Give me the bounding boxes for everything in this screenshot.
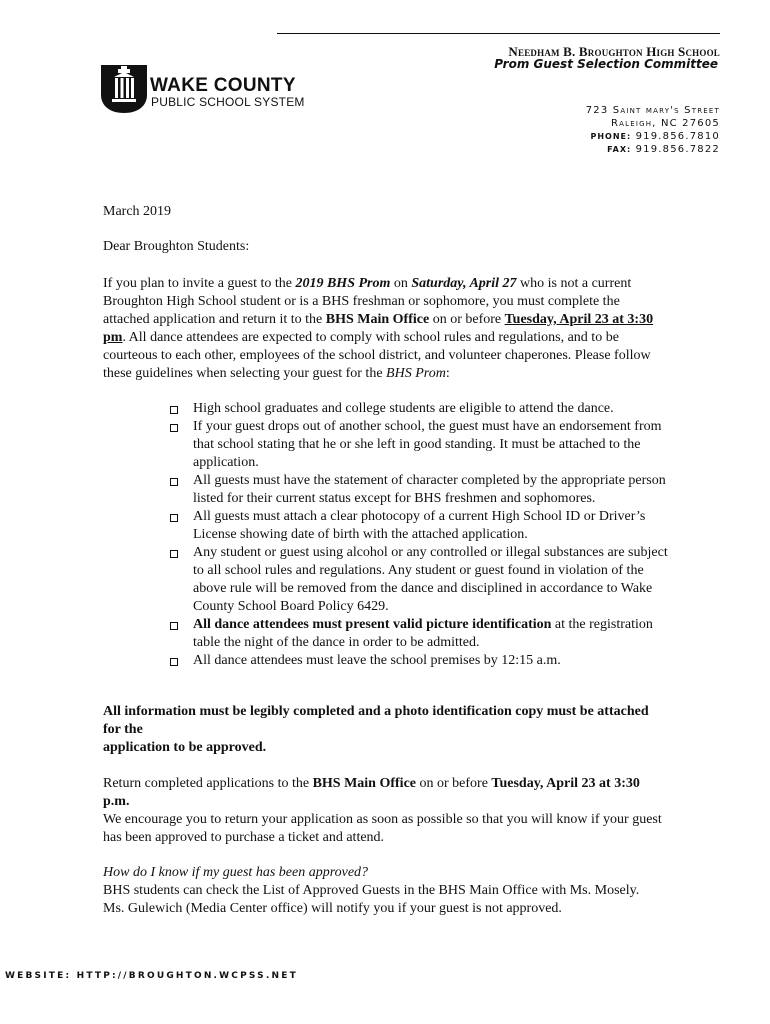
school-name: Needham B. Broughton High School (508, 44, 720, 59)
school-address (586, 104, 720, 156)
footer-website: WEBSITE: HTTP://BROUGHTON.WCPSS.NET (5, 971, 298, 981)
return-instructions: Return completed applications to the BHS Main Office on or before Tuesday, April 23 at 3:30 p.m. We encourage you to return your application as soon as possible so that you will know if your guest has been approved to purchase a ticket and attend. (103, 776, 662, 845)
fax-line (586, 143, 720, 156)
address-street: 723 Saint mary's Street (585, 105, 720, 116)
checkbox-bullet-icon (170, 424, 178, 432)
checkbox-bullet-icon (170, 406, 178, 414)
phone-line (586, 130, 720, 143)
faq-answer-1: BHS students can check the List of Approved Guests in the BHS Main Office with Ms. Mosely. (103, 883, 640, 898)
deadline: Tuesday, April 23 at 3:30 pm (103, 312, 654, 345)
guideline-list (168, 400, 668, 670)
prom-name: 2019 BHS Prom (295, 276, 391, 291)
faq-question: How do I know if my guest has been approved? (103, 865, 369, 880)
checkbox-bullet-icon (170, 478, 178, 486)
intro-paragraph: If you plan to invite a guest to the 2019 BHS Prom on Saturday, April 27 who is not a current Broughton High School student or is a BHS freshman or sophomore, you must complete the attached application and return it to the BHS Main Office on or before Tuesday, April 23 at 3:30 pm. All dance attendees are expected to comply with school rules and regulations, and to be courteous to each other, employees of the school district, and volunteer chaperones. Please follow these guidelines when selecting your guest for the BHS Prom: (103, 276, 654, 381)
header-rule (277, 33, 720, 34)
checkbox-bullet-icon (170, 658, 178, 666)
phone-number: 919.856.7810 (635, 131, 720, 142)
checkbox-bullet-icon (170, 622, 178, 630)
guideline-item: All dance attendees must leave the school premises by 12:15 a.m. (168, 652, 668, 670)
letter-date: March 2019 (103, 204, 172, 219)
guideline-item: All guests must attach a clear photocopy of a current High School ID or Driver’s License showing date of birth with the attached application. (168, 508, 668, 544)
district-logo (101, 65, 341, 115)
fax-label: FAX: (607, 145, 632, 154)
prom-short: BHS Prom (386, 366, 446, 381)
faq-answer-2: Ms. Gulewich (Media Center office) will notify you if your guest is not approved. (103, 901, 562, 916)
address-city: Raleigh, NC 27605 (610, 118, 720, 129)
approval-faq (103, 864, 663, 918)
committee-name: Prom Guest Selection Committee (494, 57, 718, 71)
salutation: Dear Broughton Students: (103, 239, 250, 254)
main-office: BHS Main Office (325, 312, 430, 327)
guideline-item: All dance attendees must present valid picture identification at the registration table the night of the dance in order to be admitted. (168, 616, 668, 652)
guideline-item: High school graduates and college students are eligible to attend the dance. (168, 400, 668, 418)
guideline-item: All guests must have the statement of character completed by the appropriate person listed for their current status except for BHS freshmen and sophomores. (168, 472, 668, 508)
completion-notice: All information must be legibly completed and a photo identification copy must be attached for the application to be approved. (103, 704, 649, 755)
guideline-item: If your guest drops out of another school, the guest must have an endorsement from that school stating that he or she left in good standing. It must be attached to the application. (168, 418, 668, 472)
logo-subtitle: PUBLIC SCHOOL SYSTEM (151, 95, 305, 109)
logo-title: WAKE COUNTY (150, 75, 296, 96)
school-building-icon (101, 65, 147, 113)
prom-date: Saturday, April 27 (411, 276, 517, 291)
encourage-text: We encourage you to return your application as soon as possible so that you will know if your guest has been approved to purchase a ticket and attend. (103, 812, 662, 845)
checkbox-bullet-icon (170, 550, 178, 558)
fax-number: 919.856.7822 (635, 144, 720, 155)
checkbox-bullet-icon (170, 514, 178, 522)
guideline-item: Any student or guest using alcohol or any controlled or illegal substances are subject to all school rules and regulations. Any student or guest found in violation of the above rule will be removed from the dance and disciplined in accordance to Wake County School Board Policy 6429. (168, 544, 668, 616)
phone-label: PHONE: (590, 132, 632, 141)
